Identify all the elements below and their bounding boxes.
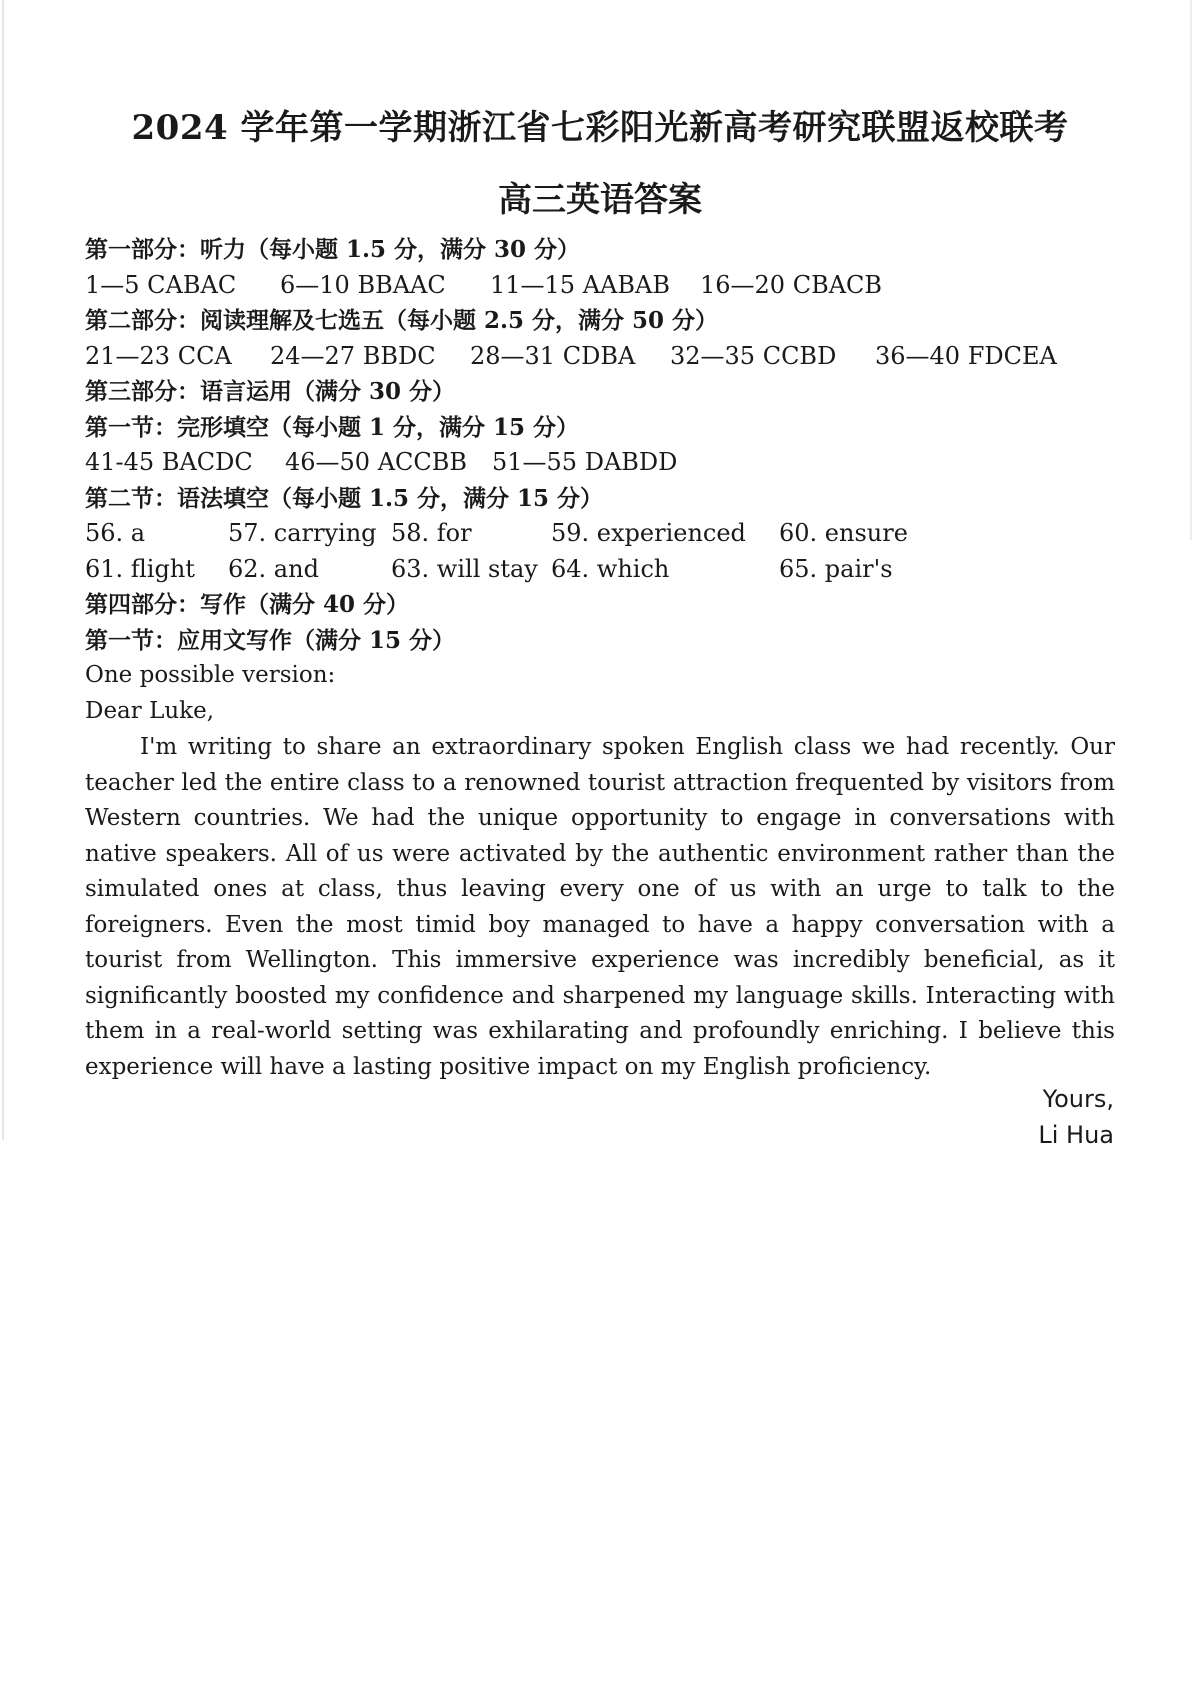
answer-group: 24—27 BBDC bbox=[270, 341, 436, 370]
answer-group: 41-45 BACDC bbox=[85, 448, 253, 476]
part3-section2-heading: 第二节：语法填空（每小题 1.5 分，满分 15 分） bbox=[85, 484, 604, 512]
part2-heading: 第二部分：阅读理解及七选五（每小题 2.5 分，满分 50 分） bbox=[85, 307, 719, 334]
part1-answers bbox=[85, 268, 1115, 304]
scan-edge-left bbox=[2, 0, 4, 1140]
letter-closing: Yours, bbox=[1042, 1085, 1114, 1113]
part4-section1-heading: 第一节：应用文写作（满分 15 分） bbox=[85, 626, 456, 654]
part1-heading: 第一部分：听力（每小题 1.5 分，满分 30 分） bbox=[85, 236, 581, 263]
grammar-answer: 65. pair's bbox=[779, 554, 893, 583]
grammar-answer: 62. and bbox=[228, 554, 319, 583]
answer-group: 6—10 BBAAC bbox=[280, 270, 446, 299]
letter-signature: Li Hua bbox=[1038, 1120, 1114, 1149]
part2-answers bbox=[85, 339, 1115, 375]
grammar-answer: 63. will stay bbox=[391, 554, 538, 583]
scan-edge-right bbox=[1190, 0, 1192, 540]
answer-group: 46—50 ACCBB bbox=[285, 448, 468, 476]
grammar-answer: 56. a bbox=[85, 519, 146, 547]
answer-group: 21—23 CCA bbox=[85, 341, 232, 370]
letter-body: I'm writing to share an extraordinary spoken English class we had recently. Our teacher led the entire class to a renowned tourist attraction frequented by visitors from Western countries. We had the unique opportunity to engage in conversations with native speakers. All of us were activated by the authentic environment rather than the simulated ones at class, thus leaving every one of us with an urge to talk to the foreigners. Even the most timid boy managed to have a happy conversation with a tourist from Wellington. This immersive experience was incredibly beneficial, as it significantly boosted my confidence and sharpened my language skills. Interacting with them in a real-world setting was exhilarating and profoundly enriching. I believe this experience will have a lasting positive impact on my English proficiency. bbox=[85, 734, 1115, 1080]
answer-group: 16—20 CBACB bbox=[700, 270, 883, 299]
grammar-answer: 58. for bbox=[391, 519, 472, 547]
grammar-answers-row-1 bbox=[85, 516, 1115, 552]
answer-group: 32—35 CCBD bbox=[670, 341, 837, 370]
answer-group: 28—31 CDBA bbox=[470, 341, 636, 370]
answer-content bbox=[85, 232, 1115, 729]
grammar-answer: 59. experienced bbox=[551, 519, 746, 547]
answer-group: 36—40 FDCEA bbox=[875, 341, 1057, 370]
part4-heading: 第四部分：写作（满分 40 分） bbox=[85, 591, 410, 618]
part3-heading: 第三部分：语言运用（满分 30 分） bbox=[85, 378, 456, 405]
version-label: One possible version: bbox=[85, 662, 336, 688]
letter-salutation: Dear Luke, bbox=[85, 697, 215, 724]
grammar-answer: 57. carrying bbox=[228, 519, 377, 547]
answer-group: 11—15 AABAB bbox=[490, 270, 670, 299]
letter-closing-block bbox=[1038, 1082, 1114, 1153]
grammar-answer: 61. flight bbox=[85, 554, 195, 583]
part3-section1-heading: 第一节：完形填空（每小题 1 分，满分 15 分） bbox=[85, 413, 580, 441]
answer-group: 1—5 CABAC bbox=[85, 270, 237, 299]
document-title: 2024 学年第一学期浙江省七彩阳光新高考研究联盟返校联考 bbox=[131, 108, 1069, 148]
grammar-answer: 60. ensure bbox=[779, 519, 908, 547]
document-subtitle: 高三英语答案 bbox=[498, 180, 702, 220]
grammar-answer: 64. which bbox=[551, 554, 670, 583]
grammar-answers-row-2 bbox=[85, 552, 1115, 588]
part3-section1-answers bbox=[85, 445, 1115, 481]
answer-group: 51—55 DABDD bbox=[492, 448, 678, 476]
